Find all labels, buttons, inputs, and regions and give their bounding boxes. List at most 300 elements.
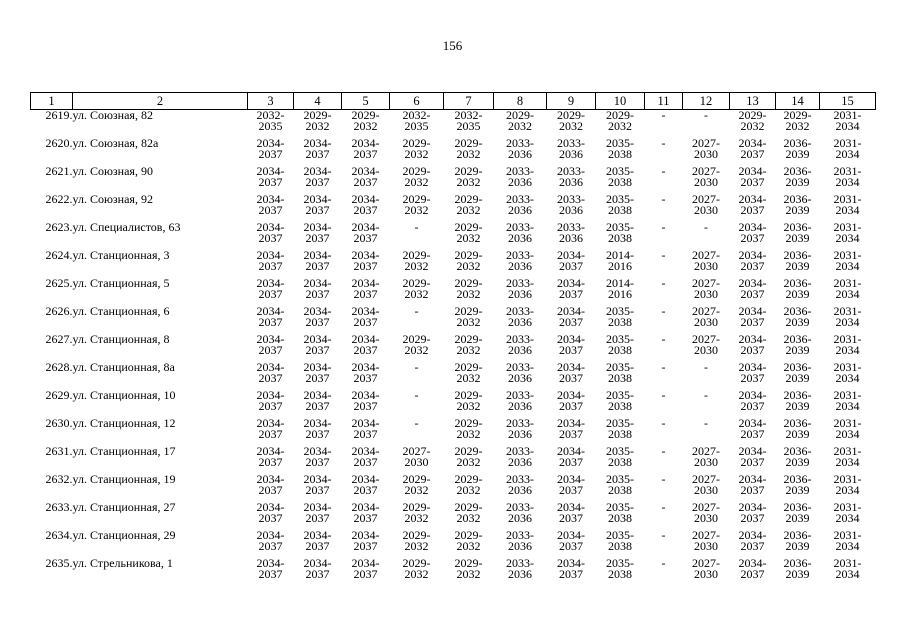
period-cell (596, 530, 645, 558)
period-line: 2031- (833, 556, 862, 570)
period-line: 2034- (256, 500, 285, 514)
period-line: 2037 (740, 230, 765, 245)
period-line: 2035- (606, 556, 634, 570)
column-header: 10 (596, 93, 645, 110)
period-line: 2034- (351, 472, 380, 486)
period-cell (248, 390, 294, 418)
period-line: 2033- (506, 332, 534, 346)
period-line: 2038 (608, 426, 632, 441)
period-line: 2037 (559, 454, 583, 469)
period-line: 2031- (833, 332, 862, 346)
table-row (31, 306, 876, 334)
period-line: - (704, 360, 708, 374)
period-cell (730, 418, 776, 446)
address-cell: ул. Союзная, 82 (72, 108, 153, 122)
period-line: 2027- (692, 556, 720, 570)
address-cell: ул. Станционная, 8а (72, 360, 175, 374)
period-line: 2030 (694, 566, 718, 581)
period-cell (547, 166, 596, 194)
period-line: 2032 (404, 342, 429, 357)
period-line: 2035- (606, 388, 634, 402)
period-line: 2038 (608, 230, 632, 245)
period-line: 2037 (305, 314, 330, 329)
period-cell (596, 390, 645, 418)
period-line: 2037 (740, 538, 765, 553)
period-line: 2034- (738, 276, 767, 290)
period-cell (294, 222, 342, 250)
period-cell (342, 222, 390, 250)
period-line: 2027- (692, 472, 720, 486)
period-line: 2034- (303, 472, 332, 486)
period-line: 2037 (258, 482, 283, 497)
period-line: 2027- (692, 332, 720, 346)
period-line: 2029- (783, 108, 812, 122)
period-cell (248, 166, 294, 194)
period-line: 2034- (303, 500, 332, 514)
period-line: 2032 (404, 146, 429, 161)
period-line: 2031- (833, 164, 862, 178)
column-header: 4 (294, 93, 342, 110)
period-line: 2030 (694, 146, 718, 161)
period-line: 2035- (606, 164, 634, 178)
period-line: 2016 (608, 286, 632, 301)
period-line: 2029- (606, 108, 634, 122)
column-header: 12 (683, 93, 730, 110)
period-line: 2029- (454, 276, 483, 290)
period-line: 2034- (351, 276, 380, 290)
period-line: 2036 (559, 146, 583, 161)
period-line: 2037 (258, 230, 283, 245)
period-line: 2029- (454, 444, 483, 458)
period-line: 2029- (454, 136, 483, 150)
period-line: 2033- (506, 500, 534, 514)
period-line: 2037 (258, 202, 283, 217)
period-line: - (704, 388, 708, 402)
period-line: 2034- (351, 360, 380, 374)
period-cell (248, 474, 294, 502)
period-line: 2037 (740, 370, 765, 385)
period-line: 2036 (508, 538, 532, 553)
period-cell (342, 558, 390, 586)
address-cell: ул. Станционная, 17 (72, 444, 176, 458)
row-number: 2627. (45, 332, 73, 346)
period-line: 2037 (740, 146, 765, 161)
period-cell (248, 362, 294, 390)
period-cell (390, 138, 444, 166)
period-line: 2037 (305, 566, 330, 581)
period-line: 2032 (456, 258, 481, 273)
period-cell (342, 390, 390, 418)
period-cell (547, 110, 596, 139)
period-line: 2037 (559, 426, 583, 441)
period-cell (730, 306, 776, 334)
period-cell (596, 110, 645, 139)
column-header: 15 (820, 93, 876, 110)
schedule-table (30, 92, 876, 586)
period-cell (342, 474, 390, 502)
period-line: 2036- (783, 388, 812, 402)
period-line: 2034 (835, 314, 860, 329)
period-line: 2039 (785, 454, 810, 469)
period-line: 2036 (508, 174, 532, 189)
period-line: 2032 (456, 146, 481, 161)
row-number: 2623. (45, 220, 73, 234)
period-line: 2031- (833, 108, 862, 122)
period-line: - (661, 136, 666, 150)
period-line: 2029- (402, 136, 431, 150)
period-line: 2029- (402, 500, 431, 514)
period-line: 2029- (402, 192, 431, 206)
period-line: 2033- (557, 164, 585, 178)
row-number: 2629. (45, 388, 73, 402)
period-line: 2034- (738, 556, 767, 570)
period-cell (547, 138, 596, 166)
period-cell (683, 138, 730, 166)
period-line: 2037 (353, 510, 378, 525)
period-line: 2035 (456, 118, 481, 133)
period-cell (494, 278, 547, 306)
period-line: 2032 (305, 118, 330, 133)
period-cell (645, 138, 683, 166)
period-cell (444, 306, 494, 334)
period-cell (390, 250, 444, 278)
period-cell (820, 530, 876, 558)
period-line: 2034- (351, 416, 380, 430)
period-line: 2029- (454, 304, 483, 318)
row-number: 2635. (45, 556, 73, 570)
period-line: 2037 (305, 370, 330, 385)
period-cell (342, 502, 390, 530)
period-line: 2029- (454, 556, 483, 570)
period-line: 2031- (833, 192, 862, 206)
period-line: 2032- (402, 108, 431, 122)
period-cell (645, 390, 683, 418)
table-row (31, 390, 876, 418)
period-line: 2035- (606, 136, 634, 150)
period-cell (342, 166, 390, 194)
period-line: 2037 (258, 314, 283, 329)
period-cell (390, 194, 444, 222)
period-line: 2032 (456, 286, 481, 301)
period-cell (444, 194, 494, 222)
period-cell (776, 222, 820, 250)
period-line: 2037 (258, 398, 283, 413)
period-line: 2034- (738, 220, 767, 234)
period-cell (248, 558, 294, 586)
period-line: 2036- (783, 556, 812, 570)
period-cell (494, 418, 547, 446)
period-line: 2031- (833, 220, 862, 234)
period-cell (820, 362, 876, 390)
period-line: 2037 (559, 566, 583, 581)
period-line: 2037 (258, 426, 283, 441)
period-line: 2029- (402, 248, 431, 262)
period-line: 2034- (256, 528, 285, 542)
period-line: 2036- (783, 416, 812, 430)
period-line: 2030 (694, 510, 718, 525)
period-line: 2034- (303, 556, 332, 570)
period-cell (683, 110, 730, 139)
period-cell (294, 250, 342, 278)
period-cell (776, 418, 820, 446)
period-cell (248, 418, 294, 446)
period-line: 2034- (557, 416, 585, 430)
period-line: 2034 (835, 482, 860, 497)
period-line: 2034- (303, 444, 332, 458)
period-cell (342, 306, 390, 334)
period-cell (444, 110, 494, 139)
period-cell (342, 530, 390, 558)
period-line: 2035 (404, 118, 429, 133)
period-line: - (414, 416, 419, 430)
period-cell (294, 334, 342, 362)
period-line: 2036 (508, 426, 532, 441)
period-cell (730, 390, 776, 418)
period-line: 2032 (559, 118, 583, 133)
period-line: 2034- (351, 528, 380, 542)
period-line: 2037 (740, 342, 765, 357)
page-number: 156 (442, 38, 463, 53)
address-cell: ул. Станционная, 8 (72, 332, 170, 346)
period-cell (294, 110, 342, 139)
period-line: 2037 (353, 370, 378, 385)
period-cell (730, 334, 776, 362)
period-line: 2031- (833, 136, 862, 150)
period-cell (645, 362, 683, 390)
period-line: 2029- (454, 248, 483, 262)
period-line: 2034 (835, 146, 860, 161)
period-cell (596, 194, 645, 222)
period-line: 2037 (353, 146, 378, 161)
period-cell (342, 362, 390, 390)
period-line: 2034- (256, 136, 285, 150)
period-cell (683, 306, 730, 334)
period-line: - (661, 444, 666, 458)
period-cell (294, 558, 342, 586)
period-line: 2037 (305, 174, 330, 189)
period-cell (820, 334, 876, 362)
period-cell (596, 474, 645, 502)
table-row (31, 110, 876, 139)
period-line: 2036 (559, 174, 583, 189)
period-cell (342, 194, 390, 222)
period-cell (494, 362, 547, 390)
period-line: 2034 (835, 258, 860, 273)
period-line: 2034- (738, 528, 767, 542)
period-line: 2034- (303, 136, 332, 150)
period-line: 2034- (557, 360, 585, 374)
period-line: 2034- (303, 388, 332, 402)
period-line: 2027- (692, 276, 720, 290)
period-cell (776, 530, 820, 558)
period-line: 2030 (404, 454, 429, 469)
period-line: 2037 (740, 314, 765, 329)
period-cell (596, 558, 645, 586)
period-cell (645, 334, 683, 362)
period-cell (494, 250, 547, 278)
period-line: 2031- (833, 388, 862, 402)
period-line: 2036- (783, 332, 812, 346)
period-line: 2034- (738, 164, 767, 178)
period-line: 2038 (608, 174, 632, 189)
period-cell (248, 194, 294, 222)
period-line: 2032 (456, 314, 481, 329)
period-line: 2036 (508, 482, 532, 497)
period-line: 2029- (402, 472, 431, 486)
period-line: 2037 (559, 370, 583, 385)
period-line: 2036- (783, 164, 812, 178)
period-line: 2037 (353, 538, 378, 553)
period-cell (820, 306, 876, 334)
period-line: - (414, 388, 419, 402)
period-line: 2027- (692, 500, 720, 514)
period-line: 2034- (738, 136, 767, 150)
period-cell (390, 306, 444, 334)
period-line: 2037 (258, 454, 283, 469)
header-row (31, 93, 876, 110)
period-line: 2034- (256, 304, 285, 318)
period-cell (294, 278, 342, 306)
period-line: 2032 (404, 538, 429, 553)
period-line: 2035- (606, 416, 634, 430)
period-line: 2037 (559, 538, 583, 553)
period-line: 2037 (305, 482, 330, 497)
period-cell (683, 222, 730, 250)
period-line: 2037 (258, 342, 283, 357)
period-line: 2027- (692, 248, 720, 262)
period-cell (596, 306, 645, 334)
period-line: 2037 (305, 286, 330, 301)
period-cell (390, 390, 444, 418)
period-line: 2034- (256, 556, 285, 570)
period-line: 2037 (258, 146, 283, 161)
period-line: 2030 (694, 202, 718, 217)
column-header: 8 (494, 93, 547, 110)
period-cell (645, 474, 683, 502)
period-line: 2039 (785, 174, 810, 189)
period-line: 2037 (305, 258, 330, 273)
period-cell (596, 250, 645, 278)
address-cell: ул. Станционная, 10 (72, 388, 176, 402)
row-number: 2622. (45, 192, 73, 206)
period-cell (683, 194, 730, 222)
period-line: 2029- (454, 472, 483, 486)
period-line: 2016 (608, 258, 632, 273)
period-cell (444, 446, 494, 474)
period-line: 2037 (305, 538, 330, 553)
row-number: 2631. (45, 444, 73, 458)
period-cell (294, 446, 342, 474)
period-cell (820, 194, 876, 222)
period-line: 2038 (608, 342, 632, 357)
period-cell (820, 278, 876, 306)
period-line: 2034- (557, 276, 585, 290)
period-line: - (661, 164, 666, 178)
period-cell (342, 138, 390, 166)
period-cell (596, 502, 645, 530)
period-line: 2039 (785, 202, 810, 217)
period-line: 2034- (256, 248, 285, 262)
period-line: 2037 (353, 566, 378, 581)
period-line: - (704, 220, 708, 234)
period-line: 2034 (835, 202, 860, 217)
period-line: 2039 (785, 230, 810, 245)
period-line: 2034- (351, 388, 380, 402)
period-cell (444, 390, 494, 418)
period-line: 2030 (694, 258, 718, 273)
period-line: 2031- (833, 500, 862, 514)
period-line: 2029- (454, 528, 483, 542)
period-line: 2033- (557, 192, 585, 206)
period-cell (596, 418, 645, 446)
row-number: 2633. (45, 500, 73, 514)
period-line: 2029- (402, 556, 431, 570)
period-line: - (661, 108, 666, 122)
period-line: 2035- (606, 192, 634, 206)
period-line: 2036 (508, 146, 532, 161)
period-line: 2027- (402, 444, 431, 458)
period-line: 2033- (506, 360, 534, 374)
period-cell (645, 110, 683, 139)
period-line: 2034- (351, 248, 380, 262)
row-number: 2634. (45, 528, 73, 542)
period-line: 2034- (738, 360, 767, 374)
period-line: 2029- (454, 192, 483, 206)
period-cell (494, 194, 547, 222)
period-line: 2031- (833, 248, 862, 262)
period-line: 2034- (256, 388, 285, 402)
period-cell (390, 474, 444, 502)
period-cell (494, 110, 547, 139)
period-cell (494, 334, 547, 362)
period-line: 2037 (305, 146, 330, 161)
address-cell: ул. Станционная, 29 (72, 528, 176, 542)
column-header: 3 (248, 93, 294, 110)
period-line: 2027- (692, 164, 720, 178)
period-line: 2034- (303, 248, 332, 262)
column-header: 2 (73, 93, 248, 110)
period-line: 2034- (557, 500, 585, 514)
period-cell (820, 390, 876, 418)
period-line: 2034- (738, 472, 767, 486)
period-line: 2038 (608, 566, 632, 581)
period-cell (444, 558, 494, 586)
period-line: 2036 (508, 342, 532, 357)
period-line: 2032 (456, 342, 481, 357)
period-line: 2034- (256, 416, 285, 430)
period-cell (342, 278, 390, 306)
period-cell (596, 222, 645, 250)
period-line: 2037 (559, 510, 583, 525)
period-line: 2037 (740, 510, 765, 525)
period-cell (645, 278, 683, 306)
period-cell (730, 530, 776, 558)
period-line: 2037 (740, 482, 765, 497)
period-cell (683, 418, 730, 446)
period-cell (294, 390, 342, 418)
period-cell (547, 474, 596, 502)
period-cell (645, 530, 683, 558)
period-line: 2032 (404, 482, 429, 497)
column-header: 9 (547, 93, 596, 110)
column-header: 7 (444, 93, 494, 110)
period-line: 2034- (557, 248, 585, 262)
period-cell (596, 138, 645, 166)
period-line: 2034- (256, 164, 285, 178)
period-line: 2033- (506, 388, 534, 402)
period-cell (248, 110, 294, 139)
period-cell (494, 166, 547, 194)
